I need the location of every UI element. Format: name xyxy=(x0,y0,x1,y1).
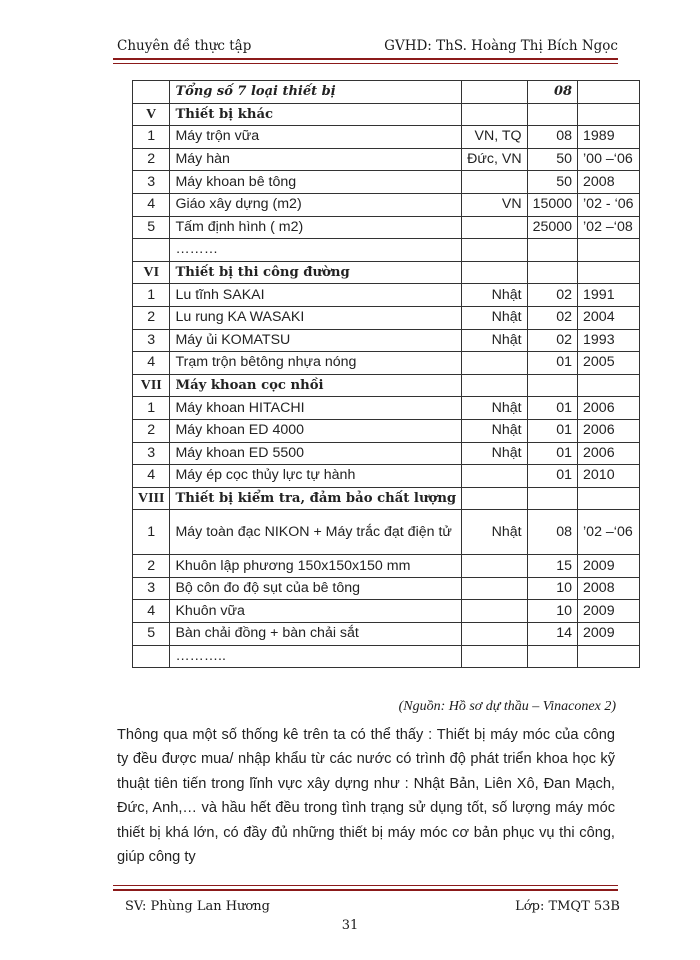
page-number: 31 xyxy=(341,918,359,933)
row-number: 3 xyxy=(133,171,170,194)
header-advisor: GVHD: ThS. Hoàng Thị Bích Ngọc xyxy=(384,38,618,54)
row-number: 4 xyxy=(133,352,170,375)
equipment-origin: Nhật xyxy=(462,329,527,352)
row-number: 4 xyxy=(133,465,170,488)
section-title: Máy khoan cọc nhồi xyxy=(170,374,462,397)
equipment-name: ……….. xyxy=(170,645,462,668)
equipment-year: 2005 xyxy=(578,352,639,375)
row-number xyxy=(133,645,170,668)
footer-class: Lớp: TMQT 53B xyxy=(515,899,620,914)
source-note: (Nguồn: Hồ sơ dự thầu – Vinaconex 2) xyxy=(398,699,616,714)
equipment-origin: Nhật xyxy=(462,397,527,420)
equipment-origin: VN, TQ xyxy=(462,126,527,149)
table-row xyxy=(133,216,640,239)
equipment-quantity: 15000 xyxy=(527,193,577,216)
row-number xyxy=(133,239,170,262)
equipment-year: 2008 xyxy=(578,577,639,600)
header-rule-thin xyxy=(113,63,618,64)
section-row xyxy=(133,374,640,397)
equipment-quantity: 50 xyxy=(527,148,577,171)
equipment-year: 2006 xyxy=(578,442,639,465)
equipment-origin xyxy=(462,577,527,600)
equipment-quantity: 02 xyxy=(527,306,577,329)
header-title: Chuyên đề thực tập xyxy=(117,38,252,54)
footer-rule-thick xyxy=(113,889,618,891)
cell-year xyxy=(578,374,639,397)
row-number: 1 xyxy=(133,126,170,149)
equipment-name: Trạm trộn bêtông nhựa nóng xyxy=(170,352,462,375)
table-row xyxy=(133,306,640,329)
equipment-year: 2004 xyxy=(578,306,639,329)
equipment-quantity: 50 xyxy=(527,171,577,194)
table-row xyxy=(133,126,640,149)
equipment-quantity: 02 xyxy=(527,284,577,307)
equipment-year: 2009 xyxy=(578,623,639,646)
equipment-year: ’02 –‘06 xyxy=(578,510,639,555)
section-number: VI xyxy=(133,261,170,284)
equipment-origin xyxy=(462,171,527,194)
cell-origin xyxy=(462,81,527,104)
equipment-name: Máy ép cọc thủy lực tự hành xyxy=(170,465,462,488)
cell-year xyxy=(578,81,639,104)
cell-qty xyxy=(527,103,577,126)
equipment-quantity: 10 xyxy=(527,600,577,623)
cell-origin xyxy=(462,103,527,126)
table-row xyxy=(133,442,640,465)
equipment-quantity: 01 xyxy=(527,352,577,375)
equipment-origin: VN xyxy=(462,193,527,216)
equipment-year: ’00 –‘06 xyxy=(578,148,639,171)
equipment-name: Máy khoan bê tông xyxy=(170,171,462,194)
equipment-origin xyxy=(462,600,527,623)
section-title: Thiết bị khác xyxy=(170,103,462,126)
equipment-name: Lu rung KA WASAKI xyxy=(170,306,462,329)
equipment-year xyxy=(578,239,639,262)
table-row xyxy=(133,510,640,555)
row-number: 3 xyxy=(133,577,170,600)
equipment-origin xyxy=(462,216,527,239)
equipment-origin: Đức, VN xyxy=(462,148,527,171)
equipment-name: Bộ côn đo độ sụt của bê tông xyxy=(170,577,462,600)
equipment-quantity: 14 xyxy=(527,623,577,646)
equipment-name: Giáo xây dựng (m2) xyxy=(170,193,462,216)
equipment-name: Bàn chải đồng + bàn chải sắt xyxy=(170,623,462,646)
table-row xyxy=(133,193,640,216)
equipment-quantity: 01 xyxy=(527,397,577,420)
table-row xyxy=(133,419,640,442)
equipment-year: 2009 xyxy=(578,555,639,578)
equipment-quantity: 10 xyxy=(527,577,577,600)
equipment-origin: Nhật xyxy=(462,510,527,555)
equipment-year: 1991 xyxy=(578,284,639,307)
equipment-origin: Nhật xyxy=(462,442,527,465)
row-number: 5 xyxy=(133,216,170,239)
equipment-origin: Nhật xyxy=(462,419,527,442)
header-rule-thick xyxy=(113,58,618,60)
cell-origin xyxy=(462,261,527,284)
equipment-year: 2010 xyxy=(578,465,639,488)
row-number: 1 xyxy=(133,397,170,420)
equipment-year: ’02 - ‘06 xyxy=(578,193,639,216)
equipment-year: 2008 xyxy=(578,171,639,194)
table-row xyxy=(133,465,640,488)
equipment-origin: Nhật xyxy=(462,306,527,329)
equipment-origin xyxy=(462,465,527,488)
section-number: VIII xyxy=(133,487,170,510)
row-number: 3 xyxy=(133,442,170,465)
equipment-quantity: 08 xyxy=(527,126,577,149)
row-number: 2 xyxy=(133,306,170,329)
table-row xyxy=(133,555,640,578)
equipment-quantity: 01 xyxy=(527,442,577,465)
total-label: Tổng số 7 loại thiết bị xyxy=(170,81,462,104)
total-row xyxy=(133,81,640,104)
section-number: VII xyxy=(133,374,170,397)
cell-year xyxy=(578,261,639,284)
table-row xyxy=(133,352,640,375)
equipment-year: 2006 xyxy=(578,419,639,442)
equipment-quantity: 02 xyxy=(527,329,577,352)
equipment-origin xyxy=(462,623,527,646)
row-number: 2 xyxy=(133,555,170,578)
table-row xyxy=(133,600,640,623)
equipment-name: Máy khoan ED 4000 xyxy=(170,419,462,442)
equipment-table xyxy=(132,80,640,668)
table-row xyxy=(133,239,640,262)
row-number: 2 xyxy=(133,419,170,442)
row-number: 1 xyxy=(133,510,170,555)
row-number: 4 xyxy=(133,193,170,216)
equipment-origin xyxy=(462,239,527,262)
total-count: 08 xyxy=(527,81,577,104)
row-number: 3 xyxy=(133,329,170,352)
cell-year xyxy=(578,487,639,510)
cell-year xyxy=(578,103,639,126)
row-number: 1 xyxy=(133,284,170,307)
row-number: 2 xyxy=(133,148,170,171)
equipment-name: ……… xyxy=(170,239,462,262)
table-row xyxy=(133,577,640,600)
equipment-name: Máy hàn xyxy=(170,148,462,171)
footer-rule-thin xyxy=(113,885,618,886)
equipment-origin xyxy=(462,352,527,375)
equipment-origin xyxy=(462,645,527,668)
equipment-year xyxy=(578,645,639,668)
equipment-name: Khuôn vữa xyxy=(170,600,462,623)
body-paragraph: Thông qua một số thống kê trên ta có thể thấy : Thiết bị máy móc của công ty đều được mua/ nhập khẩu từ các nước có trình độ phát triển khoa học kỹ thuật tiên tiến trong lĩnh vực xây dựng như : Nhật Bản, Liên Xô, Đan Mạch, Đức, Anh,… và hầu hết đều trong tình trạng sử dụng tốt, số lượng máy móc thiết bị khá lớn, có đầy đủ những thiết bị máy móc cơ bản phục vụ thi công, giúp công ty xyxy=(117,727,615,866)
table-row xyxy=(133,171,640,194)
equipment-name: Máy khoan ED 5500 xyxy=(170,442,462,465)
equipment-name: Máy khoan HITACHI xyxy=(170,397,462,420)
table-row xyxy=(133,329,640,352)
cell-qty xyxy=(527,487,577,510)
table-row xyxy=(133,148,640,171)
equipment-name: Tấm định hình ( m2) xyxy=(170,216,462,239)
equipment-year: 1993 xyxy=(578,329,639,352)
table-row xyxy=(133,397,640,420)
section-row xyxy=(133,487,640,510)
table-row xyxy=(133,623,640,646)
section-number: V xyxy=(133,103,170,126)
table-row xyxy=(133,645,640,668)
section-title: Thiết bị thi công đường xyxy=(170,261,462,284)
equipment-name: Lu tĩnh SAKAI xyxy=(170,284,462,307)
equipment-quantity: 25000 xyxy=(527,216,577,239)
equipment-name: Khuôn lập phương 150x150x150 mm xyxy=(170,555,462,578)
cell-origin xyxy=(462,487,527,510)
equipment-name: Máy ủi KOMATSU xyxy=(170,329,462,352)
equipment-quantity: 08 xyxy=(527,510,577,555)
equipment-year: 2009 xyxy=(578,600,639,623)
row-number: 4 xyxy=(133,600,170,623)
cell-no xyxy=(133,81,170,104)
equipment-year: 2006 xyxy=(578,397,639,420)
section-title: Thiết bị kiểm tra, đảm bảo chất lượng xyxy=(170,487,462,510)
table-row xyxy=(133,284,640,307)
equipment-quantity: 15 xyxy=(527,555,577,578)
equipment-name: Máy toàn đạc NIKON + Máy trắc đạt điện tử xyxy=(170,510,462,555)
equipment-quantity xyxy=(527,239,577,262)
footer-student: SV: Phùng Lan Hương xyxy=(125,899,270,914)
equipment-origin xyxy=(462,555,527,578)
cell-origin xyxy=(462,374,527,397)
equipment-quantity: 01 xyxy=(527,419,577,442)
equipment-name: Máy trộn vữa xyxy=(170,126,462,149)
equipment-origin: Nhật xyxy=(462,284,527,307)
equipment-quantity xyxy=(527,645,577,668)
cell-qty xyxy=(527,374,577,397)
section-row xyxy=(133,261,640,284)
equipment-year: 1989 xyxy=(578,126,639,149)
equipment-table-body xyxy=(133,81,640,668)
equipment-quantity: 01 xyxy=(527,465,577,488)
equipment-year: ’02 –‘08 xyxy=(578,216,639,239)
section-row xyxy=(133,103,640,126)
cell-qty xyxy=(527,261,577,284)
row-number: 5 xyxy=(133,623,170,646)
